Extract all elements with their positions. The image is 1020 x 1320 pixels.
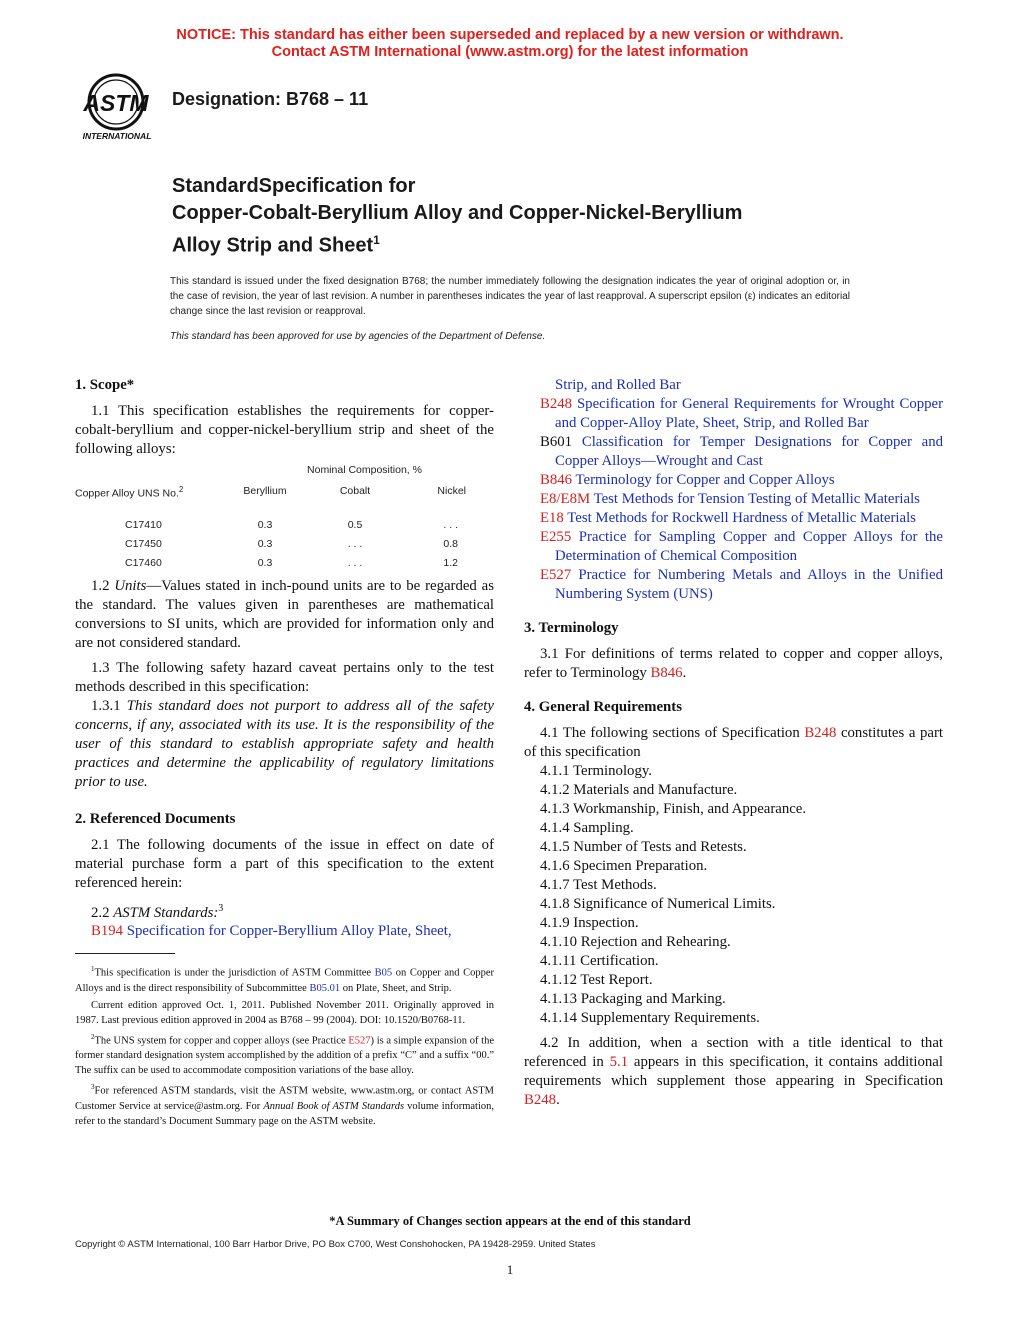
ref-code[interactable]: E527 <box>540 567 572 583</box>
table-header-nickel: Nickel <box>437 485 466 498</box>
ref-item-b601[interactable] <box>524 433 943 471</box>
footnote-3 <box>75 1080 494 1129</box>
list-item: 4.1.10 Rejection and Rehearing. <box>540 934 731 950</box>
p4-2-text-b: appears in this specification, it contains additional requirements which supplement those appearing in Specification <box>524 1054 943 1089</box>
title-line-3-text: Alloy Strip and Sheet <box>172 234 374 257</box>
general-items-list <box>524 762 943 1028</box>
footnote-1-text-a: This specification is under the jurisdiction of ASTM Committee <box>94 967 375 979</box>
title-footnote-mark[interactable]: 1 <box>373 233 380 247</box>
general-heading: 4. General Requirements <box>524 699 682 715</box>
footnote-3-text-b: volume information, refer to the standard’s Document Summary page on the ASTM website. <box>75 1100 494 1127</box>
table-cell: 0.3 <box>257 537 273 550</box>
right-column <box>524 376 943 1110</box>
list-item: 4.1.9 Inspection. <box>540 915 639 931</box>
ref-code[interactable]: E8/E8M <box>540 491 591 507</box>
table-cell: . . . <box>443 518 458 531</box>
ref-title-link[interactable]: Specification for General Requirements for Wrought Copper and Copper-Alloy Plate, Sheet, Strip, and Rolled Bar <box>555 396 944 431</box>
astm-logo-icon <box>72 72 162 144</box>
ref-code[interactable]: B846 <box>540 472 573 488</box>
scope-p1-1: 1.1 This specification establishes the requirements for copper-cobalt-beryllium and copper-nickel-beryllium strip and sheet of the following alloys: <box>75 403 494 457</box>
committee-link[interactable]: B05 <box>374 967 393 979</box>
footnote-2-mark: 2 <box>91 1032 95 1041</box>
section-5-1-link[interactable]: 5.1 <box>609 1054 629 1070</box>
spec-b248-link[interactable]: B248 <box>524 1092 557 1108</box>
notice-line-1: NOTICE: This standard has either been superseded and replaced by a new version or withdrawn. <box>176 27 844 43</box>
refdocs-heading: 2. Referenced Documents <box>75 810 236 827</box>
footnote-3-text-a: For referenced ASTM standards, visit the ASTM website, www.astm.org, or contact ASTM Customer Service at service@astm.org. For <box>75 1085 494 1112</box>
ref-item-e255[interactable] <box>524 528 943 566</box>
p4-2-end: . <box>556 1092 560 1108</box>
table-cell: C17410 <box>125 518 162 531</box>
logo-text: ASTM <box>83 90 149 116</box>
footnotes <box>75 962 494 1129</box>
p1-3-1-number: 1.3.1 <box>91 697 121 714</box>
ref-item-e8[interactable] <box>524 490 943 509</box>
table-header-alloy-text: Copper Alloy UNS No. <box>75 487 179 500</box>
p1-3-1-text: This standard does not purport to address all of the safety concerns, if any, associated with its use. It is the responsibility of the user of this standard to establish appropriate safety and health practices and determine the applicability of regulatory limitations prior to use. <box>75 697 494 790</box>
footnote-1-text-c: on Plate, Sheet, and Strip. <box>340 982 452 994</box>
ref-title-link[interactable]: Practice for Sampling Copper and Copper Alloys for the Determination of Chemical Composition <box>555 529 944 564</box>
ref-code[interactable]: E18 <box>540 510 564 526</box>
p2-2-footnote-mark[interactable]: 3 <box>218 902 224 914</box>
scope-heading: 1. Scope* <box>75 377 135 393</box>
dod-note: This standard has been approved for use by agencies of the Department of Defense. <box>170 331 546 342</box>
p1-2-text: —Values stated in inch-pound units are to be regarded as the standard. The values given in parentheses are mathematical conversions to SI units, which are provided for information only and are not considered standard. <box>75 577 494 651</box>
list-item: 4.1.8 Significance of Numerical Limits. <box>540 896 776 912</box>
list-item: 4.1.5 Number of Tests and Retests. <box>540 839 747 855</box>
title-line-2: Copper-Cobalt-Beryllium Alloy and Copper-Nickel-Beryllium <box>172 202 743 224</box>
refdocs-p2-1: 2.1 The following documents of the issue in effect on date of material purchase form a part of this specification to the extent referenced herein: <box>75 836 494 891</box>
terminology-b846-link[interactable]: B846 <box>650 665 683 681</box>
footnote-1-text-b: on Copper and Copper Alloys and is the direct responsibility of Subcommittee <box>75 967 494 994</box>
preamble: This standard is issued under the fixed designation B768; the number immediately following the designation indicates the year of original adoption or, in the case of revision, the year of last revision. A number in parentheses indicates the year of last reapproval. A superscript epsilon (ε) indicates an editorial change since the last revision or reapproval. <box>170 276 850 317</box>
footnote-divider <box>75 953 175 954</box>
table-cell: 0.5 <box>347 518 363 531</box>
table-cell: 0.3 <box>257 556 273 569</box>
terminology-heading: 3. Terminology <box>524 620 619 636</box>
ref-item-e18[interactable] <box>524 509 943 528</box>
p4-1-text-b: constitutes a part of this specification <box>524 725 943 760</box>
composition-table <box>75 461 494 573</box>
ref-item-b846[interactable] <box>524 471 943 490</box>
p1-2-emphasis: Units <box>114 577 147 594</box>
practice-e527-link[interactable]: E527 <box>348 1035 371 1046</box>
notice-line-2: Contact ASTM International (www.astm.org) for the latest information <box>271 44 749 60</box>
ref-code[interactable]: E255 <box>540 529 572 545</box>
spec-b248-link[interactable]: B248 <box>804 725 837 741</box>
list-item: 4.1.4 Sampling. <box>540 820 634 836</box>
footnote-1 <box>75 962 494 996</box>
footnote-2 <box>75 1030 494 1079</box>
ref-title-link[interactable]: Practice for Numbering Metals and Alloys in the Unified Numbering System (UNS) <box>555 567 943 602</box>
left-column <box>75 376 494 941</box>
p3-1-end: . <box>682 665 687 681</box>
list-item: 4.1.12 Test Report. <box>540 972 653 988</box>
table-cell: 1.2 <box>443 556 458 569</box>
document-title <box>172 173 742 260</box>
refdocs-p2-2 <box>75 899 494 923</box>
table-group-header: Nominal Composition, % <box>307 464 422 476</box>
general-p4-1 <box>524 724 943 762</box>
list-item: 4.1.6 Specimen Preparation. <box>540 858 708 874</box>
footnote-3-mark: 3 <box>91 1083 95 1091</box>
table-row <box>75 516 494 535</box>
p1-2-number: 1.2 <box>91 577 110 594</box>
title-line-1: StandardSpecification for <box>172 175 416 197</box>
list-item: 4.1.1 Terminology. <box>540 763 652 779</box>
ref-code[interactable]: B248 <box>540 396 573 412</box>
table-header-alloy <box>75 480 215 504</box>
table-cell: . . . <box>347 556 363 569</box>
copyright: Copyright © ASTM International, 100 Barr Harbor Drive, PO Box C700, West Conshohocken, PA 19428-2959. United States <box>75 1239 596 1250</box>
scope-p1-3-1 <box>75 697 494 792</box>
ref-title-link[interactable]: Test Methods for Rockwell Hardness of Metallic Materials <box>567 510 916 526</box>
scope-p1-3: 1.3 The following safety hazard caveat pertains only to the test methods described in this specification: <box>75 659 494 695</box>
designation: Designation: B768 – 11 <box>172 89 369 109</box>
table-cell: . . . <box>347 537 363 550</box>
footnote-1-edition: Current edition approved Oct. 1, 2011. Published November 2011. Originally approved in 1987. Last previous edition approved in 2004 as B768 – 99 (2004). DOI: 10.1520/B0768-11. <box>75 999 494 1026</box>
list-item: 4.1.14 Supplementary Requirements. <box>540 1010 760 1026</box>
table-header-cobalt: Cobalt <box>339 485 371 498</box>
logo-subtext: INTERNATIONAL <box>82 131 152 141</box>
list-item: 4.1.3 Workmanship, Finish, and Appearance. <box>540 801 807 817</box>
list-item: 4.1.2 Materials and Manufacture. <box>540 782 738 798</box>
table-header-beryllium: Beryllium <box>243 485 287 498</box>
table-cell: C17460 <box>125 556 162 569</box>
scope-p1-2 <box>75 577 494 653</box>
footnote-1-mark: 1 <box>91 965 95 973</box>
notice-banner <box>0 27 1020 61</box>
ref-title-link[interactable]: Classification for Temper Designations for Copper and Copper Alloys—Wrought and Cast <box>555 434 944 469</box>
table-row <box>75 535 494 554</box>
ref-item-e527[interactable] <box>524 566 943 604</box>
table-cell: C17450 <box>125 537 162 550</box>
title-line-3 <box>172 227 742 260</box>
footnote-2-text-a: The UNS system for copper and copper alloys (see Practice <box>94 1035 349 1046</box>
ref-code: B601 <box>540 434 573 450</box>
footnote-3-emphasis: Annual Book of ASTM Standards <box>263 1100 405 1112</box>
list-item: 4.1.11 Certification. <box>540 953 659 969</box>
table-cell: 0.8 <box>443 537 458 550</box>
table-header-footnote-mark[interactable]: 2 <box>178 485 184 494</box>
p4-1-text-a: 4.1 The following sections of Specification <box>540 725 805 741</box>
p2-2-emphasis: ASTM Standards: <box>113 904 219 921</box>
table-row <box>75 554 494 573</box>
p4-2-text-a: 4.2 In addition, when a section with a title identical to that referenced in <box>524 1035 943 1070</box>
terminology-p3-1 <box>524 645 943 683</box>
list-item: 4.1.13 Packaging and Marking. <box>540 991 726 1007</box>
p3-1-text: 3.1 For definitions of terms related to copper and copper alloys, refer to Terminology <box>524 646 943 681</box>
table-cell: 0.3 <box>257 518 273 531</box>
ref-item-b248[interactable] <box>524 395 943 433</box>
list-item: 4.1.7 Test Methods. <box>540 877 657 893</box>
ref-title-link[interactable]: Terminology for Copper and Copper Alloys <box>575 472 835 488</box>
general-p4-2 <box>524 1034 943 1110</box>
ref-item-b194-continued[interactable]: Strip, and Rolled Bar <box>555 377 681 393</box>
footnote-2-text-b: ) is a simple expansion of the former standard designation system accomplished by the addition of a prefix “C” and a suffix “00.” The suffix can be used to accommodate composition variations of the base alloy. <box>75 1035 494 1076</box>
ref-code[interactable]: B194 <box>91 923 124 940</box>
page-number: 1 <box>506 1262 514 1277</box>
p2-2-number: 2.2 <box>91 904 110 921</box>
ref-item-b194[interactable] <box>91 922 494 941</box>
ref-title-link[interactable]: Test Methods for Tension Testing of Metallic Materials <box>593 491 920 507</box>
subcommittee-link[interactable]: B05.01 <box>309 982 341 994</box>
ref-title-link[interactable]: Specification for Copper-Beryllium Alloy Plate, Sheet, <box>126 923 452 940</box>
summary-note: *A Summary of Changes section appears at the end of this standard <box>329 1214 691 1228</box>
